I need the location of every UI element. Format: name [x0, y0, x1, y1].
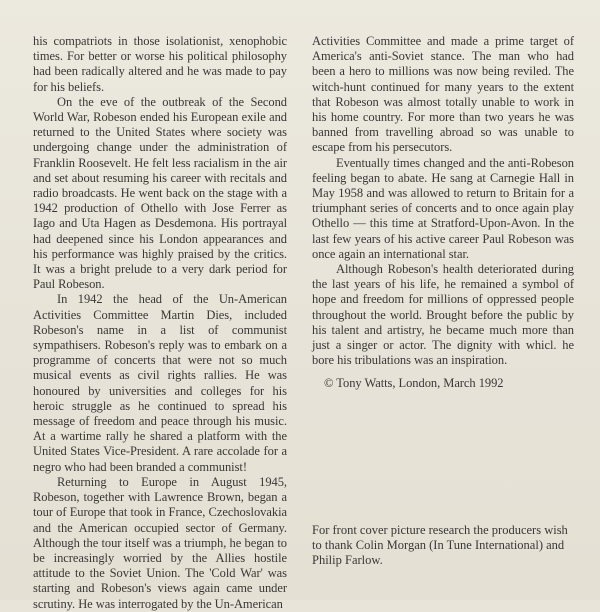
- paragraph: Although Robeson's health deteriorated during the last years of his life, he remained a symbol of hope and freedom for millions of oppressed people throughout the world. Brought before the public by his talent and artistry, he became much more than just a singer or actor. The dignity with whicl. he bore his tribulations was an inspiration.: [312, 262, 574, 368]
- paragraph: Activities Committee and made a prime target of America's anti-Soviet stance. The man who had been a hero to millions was now being reviled. The witch-hunt continued for many years to the extent that Robeson was almost totally unable to work in his home country. For more than two years he was banned from travelling abroad so was unable to escape from his persecutors.: [312, 34, 574, 155]
- left-column: [33, 34, 287, 612]
- paragraph: On the eve of the outbreak of the Second World War, Robeson ended his European exile and returned to the United States where society was undergoing change under the administration of Franklin Roosevelt. He felt less racialism in the air and set about resuming his career with recitals and radio broadcasts. He went back on the stage with a 1942 production of Othello with Jose Ferrer as Iago and Uta Hagen as Desdemona. His portrayal had deepened since his London appearances and his performance was highly praised by the critics. It was a bright prelude to a very dark period for Paul Robeson.: [33, 94, 287, 292]
- paragraph: Eventually times changed and the anti-Robeson feeling began to abate. He sang at Carnegie Hall in May 1958 and was allowed to return to Britain for a triumphant series of concerts and to once again play Othello — this time at Stratford-Upon-Avon. In the last few years of his active career Paul Robeson was once again an international star.: [312, 155, 574, 261]
- author-signature: © Tony Watts, London, March 1992: [324, 376, 504, 391]
- paragraph: Returning to Europe in August 1945, Robeson, together with Lawrence Brown, began a tour of Europe that took in France, Czechoslovakia and the American occupied sector of Germany. Although the tour itself was a triumph, he began to be increasingly worried by the Allies hostile attitude to the Soviet Union. The 'Cold War' was starting and Robeson's views again came under scrutiny. He was interrogated by the Un-American: [33, 474, 287, 611]
- credits-note: For front cover picture research the producers wish to thank Colin Morgan (In Tune International) and Philip Farlow.: [312, 523, 568, 568]
- paragraph: his compatriots in those isolationist, xenophobic times. For better or worse his political philosophy had been radically altered and he was made to pay for his beliefs.: [33, 34, 287, 94]
- right-column: [312, 34, 574, 392]
- paragraph: In 1942 the head of the Un-American Activities Committee Martin Dies, included Robeson's name in a list of communist sympathisers. Robeson's reply was to embark on a programme of concerts that were not so much musical events as civil rights rallies. He was honoured by universities and colleges for his heroic struggle as he continued to spread his message of freedom and peace through his music. At a wartime rally he shared a platform with the United States Vice-President. A rare accolade for a negro who had been branded a communist!: [33, 292, 287, 474]
